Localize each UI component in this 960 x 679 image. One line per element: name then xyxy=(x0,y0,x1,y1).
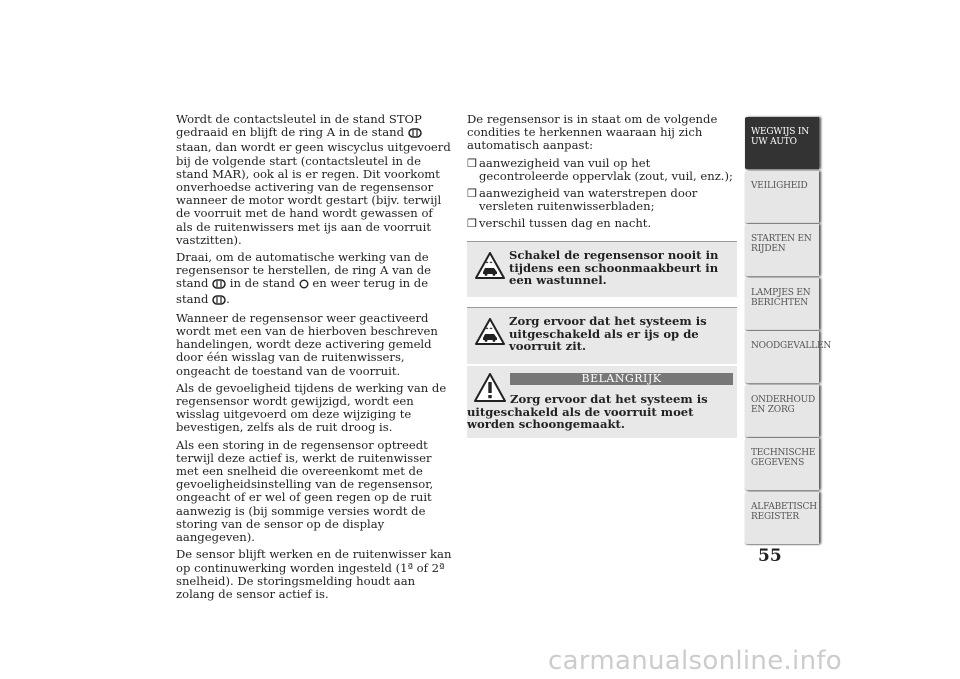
important-text-line2: uitgeschakeld als de voorruit moet worden schoongemaakt. xyxy=(467,404,694,432)
important-text-line1: Zorg ervoor dat het systeem is xyxy=(510,392,708,406)
text: Wordt de contactsleutel in de stand STOP gedraaid en blijft de ring A in de stand xyxy=(176,112,422,140)
paragraph-restore xyxy=(176,251,452,308)
list-item xyxy=(467,187,739,213)
text: in de stand xyxy=(229,276,296,291)
paragraph-failure: Als een storing in de regensensor optreedt terwijl deze actief is, werkt de ruitenwisser met een snelheid die overeenkomt met de gevoeligheidsinstelling van de regensensor, ongeacht of er wel of geen regen op de ruit aanwezig is (bij sommige versies wordt de storing van de sensor op de display aangegeven). xyxy=(176,437,434,545)
tab-register[interactable] xyxy=(745,492,819,544)
checkbox-bullet-icon: ❒ xyxy=(467,156,477,170)
divider xyxy=(467,241,737,242)
wiper-off-icon xyxy=(212,279,226,292)
important-header: BELANGRIJK xyxy=(510,373,733,385)
tab-technische[interactable] xyxy=(745,438,819,490)
paragraph-reactivation: Wanneer de regensensor weer geactiveerd wordt met een van de hierboven beschreven handelingen, wordt deze activering gemeld door één wisslag van de ruitenwissers, ongeacht de toestand van de voorruit. xyxy=(176,310,438,378)
divider xyxy=(467,307,737,308)
wiper-off-icon xyxy=(212,295,226,308)
tab-noodgevallen[interactable] xyxy=(745,331,831,383)
right-column xyxy=(467,113,739,235)
tab-label: ALFABETISCH REGISTER xyxy=(751,501,817,522)
tab-label: LAMPJES EN BERICHTEN xyxy=(751,287,811,308)
watermark: carmanualsonline.info xyxy=(548,646,843,676)
tab-veiligheid[interactable] xyxy=(745,171,819,223)
paragraph-stop-position xyxy=(176,113,452,247)
list-item-text: aanwezigheid van waterstrepen door versleten ruitenwisserbladen; xyxy=(479,186,698,214)
tab-wegwijs[interactable] xyxy=(745,117,819,169)
paragraph-continuous: De sensor blijft werken en de ruitenwisser kan op continuwerking worden ingesteld (1ª of 2ª snelheid). De storingsmelding houdt aan zolang de sensor actief is. xyxy=(176,547,452,601)
list-item xyxy=(467,157,739,183)
text: Draai, om de automatische werking van de regensensor te herstellen, de ring A van de stand xyxy=(176,250,431,291)
car-warning-triangle-icon xyxy=(475,318,505,349)
tab-starten[interactable] xyxy=(745,224,819,276)
text: staan, dan wordt er geen wiscyclus uitgevoerd bij de volgende start (contactsleutel in de stand MAR), ook al is er regen. Dit voorkomt onverhoedse activering van de regensensor wanneer de motor wordt gestart (bijv. terwijl de voorruit met de hand wordt gewassen of als de ruitenwissers met ijs aan de voorruit vastzitten). xyxy=(176,140,451,247)
paragraph-sensitivity: Als de gevoeligheid tijdens de werking van de regensensor wordt gewijzigd, wordt een wisslag uitgevoerd om deze wijziging te bevestigen, zelfs als de ruit droog is. xyxy=(176,380,447,435)
warning-box-ice xyxy=(467,307,737,364)
warning-text: Zorg ervoor dat het systeem is uitgeschakeld als er ijs op de voorruit zit. xyxy=(509,314,707,354)
tab-label: WEGWIJS IN UW AUTO xyxy=(751,127,809,147)
paragraph-intro: De regensensor is in staat om de volgende condities te herkennen waaraan hij zich automatisch aanpast: xyxy=(467,112,718,153)
list-item-text: verschil tussen dag en nacht. xyxy=(479,216,652,231)
warning-box-car-wash xyxy=(467,241,737,297)
list-item xyxy=(467,217,739,230)
page-number: 55 xyxy=(758,546,782,566)
checkbox-bullet-icon: ❒ xyxy=(467,217,477,231)
tab-label: TECHNISCHE GEGEVENS xyxy=(751,448,816,468)
text: en weer terug in de stand xyxy=(176,276,429,306)
tab-label: VEILIGHEID xyxy=(751,180,808,191)
checkbox-bullet-icon: ❒ xyxy=(467,187,477,201)
tab-label: ONDERHOUD EN ZORG xyxy=(751,394,816,415)
tab-label: NOODGEVALLEN xyxy=(751,341,831,351)
tab-lampjes[interactable] xyxy=(745,278,819,330)
text: . xyxy=(226,291,230,306)
important-text xyxy=(467,393,733,431)
car-warning-triangle-icon xyxy=(475,252,505,283)
warning-text: Schakel de regensensor nooit in tijdens een schoonmaakbeurt in een wastunnel. xyxy=(509,248,719,288)
important-box xyxy=(467,366,737,438)
tab-label: STARTEN EN RIJDEN xyxy=(751,234,812,254)
list-item-text: aanwezigheid van vuil op het gecontroleerde oppervlak (zout, vuil, enz.); xyxy=(479,155,733,183)
wiper-auto-icon xyxy=(299,279,309,292)
left-column xyxy=(176,113,452,605)
conditions-list xyxy=(467,157,739,231)
tab-onderhoud[interactable] xyxy=(745,385,819,437)
chapter-tabs xyxy=(745,117,831,545)
